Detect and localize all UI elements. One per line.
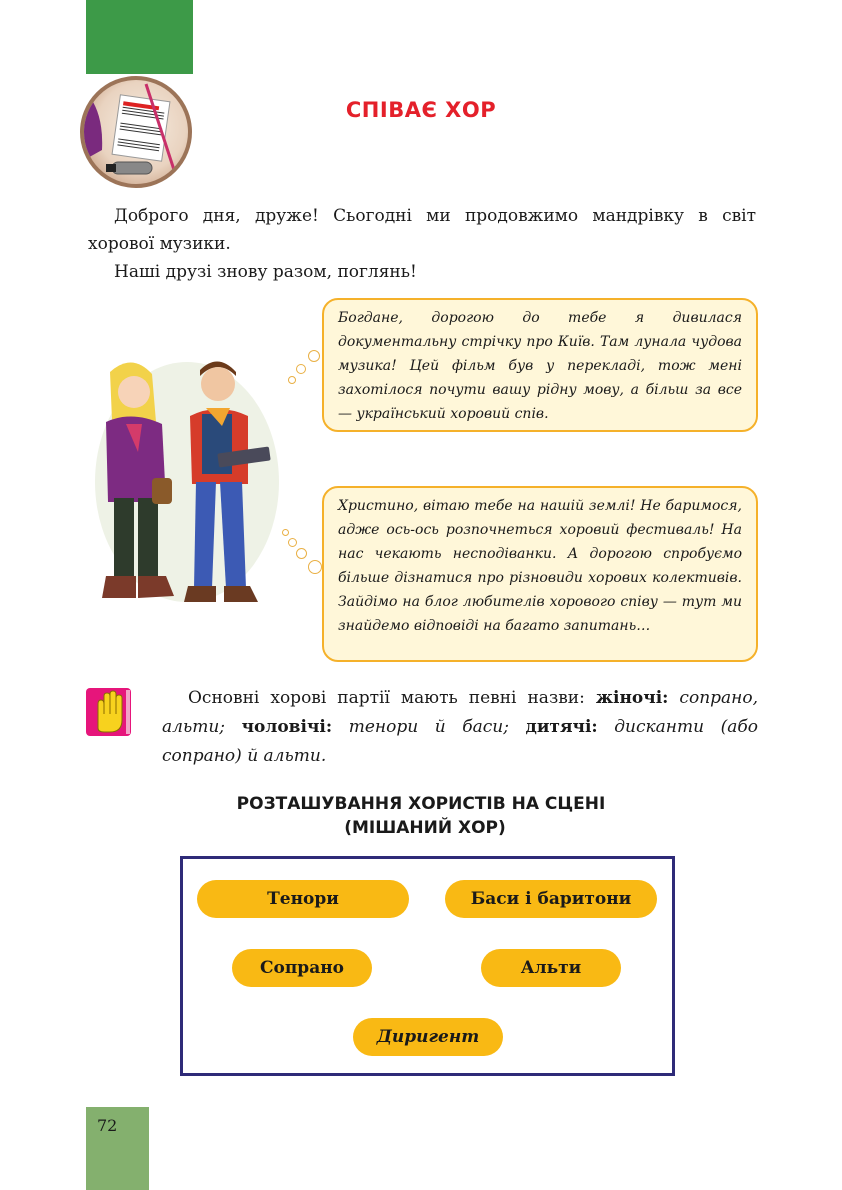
basses-section: Баси і баритони <box>445 880 657 918</box>
thought-dot <box>296 364 306 374</box>
stage-diagram <box>180 856 675 1076</box>
page-title: СПІВАЄ ХОР <box>345 98 497 122</box>
thought-dot <box>288 538 297 547</box>
intro-paragraph: Доброго дня, друже! Сьогодні ми продовжимо мандрівку в світ хорової музики. <box>88 206 756 254</box>
altos-section: Альти <box>481 949 621 987</box>
thought-dot <box>288 376 296 384</box>
speech-bubble-boy <box>322 486 758 662</box>
thought-dot <box>308 560 322 574</box>
sheet-music-icon <box>80 76 192 188</box>
bubble-text: Богдане, дорогою до тебе я дивилася документальну стрічку про Київ. Там лунала чудова музика! Цей фільм був у перекладі, тож мені захотілося почути вашу рідну мову, а більш за все — український хоровий спів. <box>338 310 742 422</box>
bubble-text: Христино, вітаю тебе на нашій землі! Не баримося, адже ось-ось розпочнеться хоровий фестиваль! На нас чекають несподіванки. А дорогою спробуємо більше дізнатися про різновиди хорових колективів. Зайдімо на блог любителів хорового співу — тут ми знайдемо відповіді на багато запитань… <box>338 498 742 634</box>
diagram-title: РОЗТАШУВАННЯ ХОРИСТІВ НА СЦЕНІ (МІШАНИЙ ХОР) <box>236 794 606 838</box>
thought-dot <box>282 529 289 536</box>
raised-hand-icon <box>86 688 131 736</box>
page-number: 72 <box>97 1116 118 1135</box>
choir-parts-note: Основні хорові партії мають певні назви: жіночі: сопрано, альти; чоловічі: тенори й баси; дитячі: дисканти (або сопрано) й альти. <box>162 688 758 766</box>
thought-dot <box>296 548 307 559</box>
intro-text <box>88 202 756 286</box>
sopranos-section: Сопрано <box>232 949 372 987</box>
thought-dot <box>308 350 320 362</box>
intro-paragraph: Наші друзі знову разом, поглянь! <box>114 262 417 282</box>
page-number-tab <box>86 1107 149 1190</box>
top-color-tab <box>86 0 193 74</box>
tenors-section: Тенори <box>197 880 409 918</box>
speech-bubble-girl <box>322 298 758 432</box>
conductor-position: Диригент <box>353 1018 503 1056</box>
children-illustration <box>92 352 282 614</box>
